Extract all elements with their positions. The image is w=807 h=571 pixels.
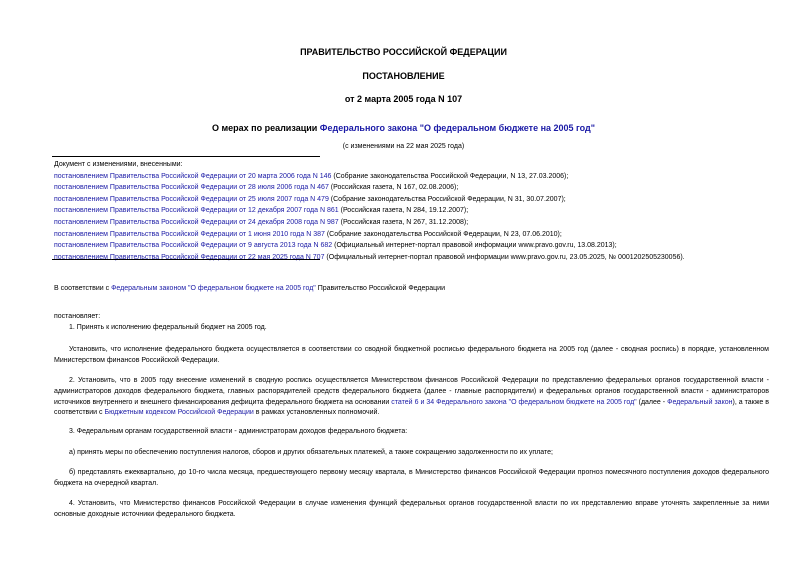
paragraph-2-part-c: ), а также в соответствии с bbox=[54, 398, 769, 417]
change-source: (Российская газета, N 167, 02.08.2006); bbox=[328, 184, 459, 192]
divider-top bbox=[52, 156, 320, 157]
document-title bbox=[0, 123, 807, 133]
document-type: ПОСТАНОВЛЕНИЕ bbox=[362, 71, 445, 81]
change-item bbox=[54, 217, 799, 229]
change-source: (Официальный интернет-портал правовой информации www.pravo.gov.ru, 13.08.2013); bbox=[332, 242, 617, 250]
change-item bbox=[54, 171, 799, 183]
change-item bbox=[54, 194, 799, 206]
changes-list bbox=[54, 159, 799, 263]
paragraph-3a: а) принять меры по обеспечению поступления налогов, сборов и других обязательных платежей, а также сокращению задолженности по их уплате; bbox=[69, 449, 553, 456]
amendment-link[interactable]: постановлением Правительства Российской Федерации от 12 декабря 2007 года N 861 bbox=[54, 207, 339, 215]
paragraph-2-part-d: в рамках установленных полномочий. bbox=[253, 409, 380, 417]
amendment-link[interactable]: постановлением Правительства Российской Федерации от 20 марта 2006 года N 146 bbox=[54, 172, 332, 180]
change-source: (Российская газета, N 267, 31.12.2008); bbox=[338, 218, 469, 226]
changes-heading: Документ с изменениями, внесенными: bbox=[54, 161, 183, 168]
amendment-link[interactable]: постановлением Правительства Российской Федерации от 22 мая 2025 года N 707 bbox=[54, 253, 325, 261]
basis-paragraph bbox=[54, 284, 445, 295]
amendment-link[interactable]: постановлением Правительства Российской Федерации от 25 июля 2007 года N 479 bbox=[54, 195, 329, 203]
budget-code-link[interactable]: Бюджетным кодексом Российской Федерации bbox=[104, 409, 254, 417]
paragraph-4-text: 4. Установить, что Министерство финансов Российской Федерации в случае изменения функций федеральных органов государственной власти по их представлению вправе уточнять закрепленные за ними основные доходные источники федерального бюджета. bbox=[54, 500, 769, 518]
paragraph-1-establish bbox=[54, 345, 769, 367]
basis-prefix: В соответствии с bbox=[54, 285, 112, 292]
change-source: (Собрание законодательства Российской Федерации, N 23, 07.06.2010); bbox=[324, 230, 562, 238]
title-prefix: О мерах по реализации bbox=[211, 123, 320, 133]
paragraph-3b-text: б) представлять ежеквартально, до 10-го числа месяца, предшествующего первому месяцу квартала, в Министерство финансов Российской Федерации прогноз помесячного поступления доходов федерального бюджета на очередной квартал. bbox=[54, 469, 769, 487]
amendment-link[interactable]: постановлением Правительства Российской Федерации от 1 июня 2010 года N 387 bbox=[54, 230, 325, 238]
paragraph-4 bbox=[54, 499, 769, 521]
change-item bbox=[54, 252, 799, 264]
amendment-link[interactable]: постановлением Правительства Российской Федерации от 9 августа 2013 года N 682 bbox=[54, 242, 333, 250]
paragraph-2 bbox=[54, 376, 769, 419]
federal-law-short-link[interactable]: Федеральный закон bbox=[667, 398, 733, 406]
federal-law-link[interactable]: Федерального закона "О федеральном бюджете на 2005 год" bbox=[319, 123, 596, 133]
divider-bottom bbox=[52, 259, 320, 260]
change-source: (Собрание законодательства Российской Федерации, N 31, 30.07.2007); bbox=[328, 195, 566, 203]
change-source: (Собрание законодательства Российской Федерации, N 13, 27.03.2006); bbox=[331, 172, 569, 180]
change-item bbox=[54, 182, 799, 194]
paragraph-3: 3. Федеральным органам государственной власти - администраторам доходов федерального бюджета: bbox=[69, 428, 408, 435]
revision-note: (с изменениями на 22 мая 2025 года) bbox=[342, 143, 465, 150]
paragraph-3b bbox=[54, 468, 769, 490]
change-source: (Официальный интернет-портал правовой информации www.pravo.gov.ru, 23.05.2025, № 0001202505230056). bbox=[324, 253, 685, 261]
amendment-link[interactable]: постановлением Правительства Российской Федерации от 28 июля 2006 года N 467 bbox=[54, 184, 329, 192]
paragraph-1: 1. Принять к исполнению федеральный бюджет на 2005 год. bbox=[69, 324, 267, 331]
resolves-word: постановляет: bbox=[54, 313, 101, 320]
change-item bbox=[54, 205, 799, 217]
amendment-link[interactable]: постановлением Правительства Российской Федерации от 24 декабря 2008 года N 987 bbox=[54, 218, 339, 226]
government-name: ПРАВИТЕЛЬСТВО РОССИЙСКОЙ ФЕДЕРАЦИИ bbox=[300, 47, 507, 57]
basis-law-link[interactable]: Федеральным законом "О федеральном бюджете на 2005 год" bbox=[111, 285, 316, 292]
change-source: (Российская газета, N 284, 19.12.2007); bbox=[338, 207, 469, 215]
paragraph-2-part-b: (далее - bbox=[636, 398, 668, 406]
document-date-number: от 2 марта 2005 года N 107 bbox=[344, 94, 463, 104]
basis-suffix: Правительство Российской Федерации bbox=[315, 285, 445, 292]
paragraph-2-part-a: 2. Установить, что в 2005 году внесение изменений в сводную роспись осуществляется Министерством финансов Российской Федерации по представлению федеральных органов государственной власти - администраторов доходов федерального бюджета, главных распорядителей средств федерального бюджета (далее - главные распорядители) и федеральных органов государственной власти - администраторов источников внутреннего и внешнего финансирования дефицита федерального бюджета на основании bbox=[54, 377, 769, 406]
change-item bbox=[54, 240, 799, 252]
articles-link[interactable]: статей 6 и 34 Федерального закона "О федеральном бюджете на 2005 год" bbox=[391, 398, 637, 406]
change-item bbox=[54, 229, 799, 241]
paragraph-1-establish-text: Установить, что исполнение федерального бюджета осуществляется в соответствии со сводной бюджетной росписью федерального бюджета на 2005 год (далее - сводная роспись) в порядке, установленном Министерством финансов Российской Федерации. bbox=[54, 346, 769, 364]
